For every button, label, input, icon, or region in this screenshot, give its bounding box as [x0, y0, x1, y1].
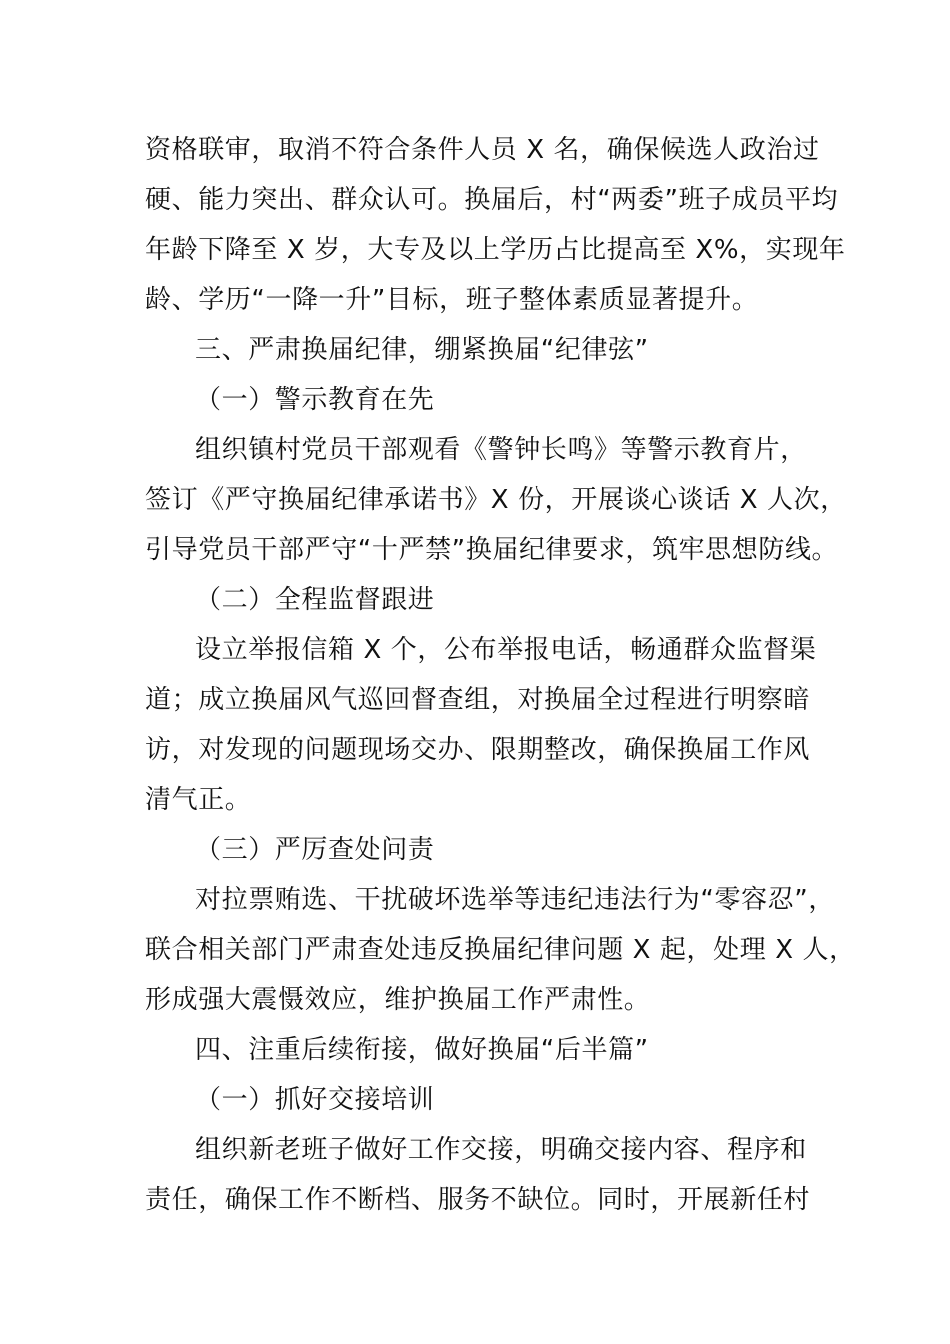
body-text-line: 引导党员干部严守“十严禁”换届纪律要求，筑牢思想防线。	[145, 535, 839, 565]
body-text-line: 签订《严守换届纪律承诺书》X 份，开展谈心谈话 X 人次，	[145, 485, 847, 515]
subsection-heading: （三）严厉查处问责	[195, 835, 435, 865]
subsection-heading: （一）警示教育在先	[195, 385, 435, 415]
section-heading: 四、注重后续衔接，做好换届“后半篇”	[195, 1035, 649, 1065]
body-text-line: 年龄下降至 X 岁，大专及以上学历占比提高至 X%，实现年	[145, 235, 846, 265]
body-text-line: 资格联审，取消不符合条件人员 X 名，确保候选人政治过	[145, 135, 820, 165]
subsection-heading: （一）抓好交接培训	[195, 1085, 435, 1115]
body-text-line: 硬、能力突出、群众认可。换届后，村“两委”班子成员平均	[145, 185, 839, 215]
body-text-line: 组织新老班子做好工作交接，明确交接内容、程序和	[195, 1135, 807, 1165]
body-text-line: 清气正。	[145, 785, 252, 815]
section-heading: 三、严肃换届纪律，绷紧换届“纪律弦”	[195, 335, 649, 365]
body-text-line: 责任，确保工作不断档、服务不缺位。同时，开展新任村	[145, 1185, 811, 1215]
body-text-line: 龄、学历“一降一升”目标，班子整体素质显著提升。	[145, 285, 759, 315]
subsection-heading: （二）全程监督跟进	[195, 585, 435, 615]
body-text-line: 联合相关部门严肃查处违反换届纪律问题 X 起，处理 X 人，	[145, 935, 856, 965]
body-text-line: 访，对发现的问题现场交办、限期整改，确保换届工作风	[145, 735, 811, 765]
body-text-line: 道；成立换届风气巡回督查组，对换届全过程进行明察暗	[145, 685, 811, 715]
body-text-line: 形成强大震慑效应，维护换届工作严肃性。	[145, 985, 651, 1015]
body-text-line: 组织镇村党员干部观看《警钟长鸣》等警示教育片，	[195, 435, 807, 465]
body-text-line: 设立举报信箱 X 个，公布举报电话，畅通群众监督渠	[195, 635, 817, 665]
body-text-line: 对拉票贿选、干扰破坏选举等违纪违法行为“零容忍”，	[195, 885, 835, 915]
